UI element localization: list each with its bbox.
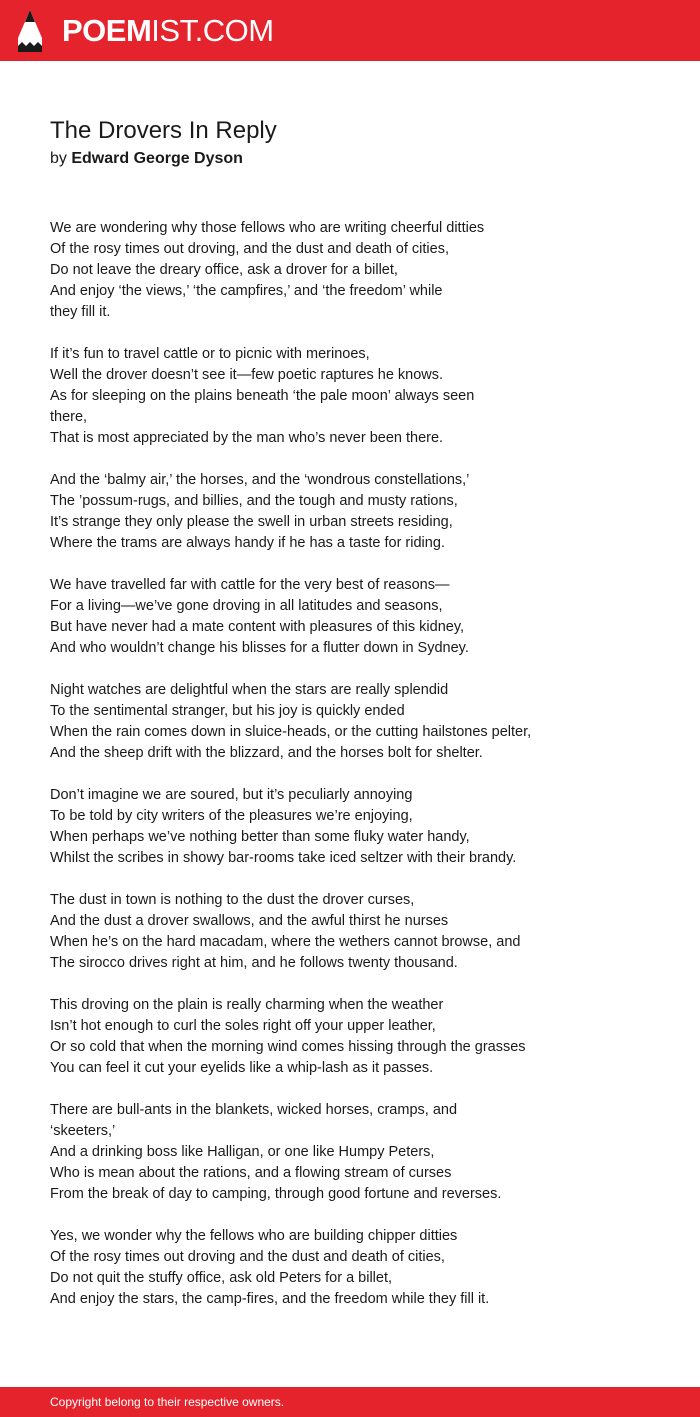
poem-line: Do not quit the stuffy office, ask old Peters for a billet, (50, 1270, 393, 1286)
poem-byline (50, 148, 243, 170)
poem-title: The Drovers In Reply (50, 117, 277, 144)
poem-line: There are bull-ants in the blankets, wicked horses, cramps, and (50, 1102, 458, 1118)
poem-line: And enjoy the stars, the camp-fires, and the freedom while they fill it. (50, 1291, 490, 1307)
poem-line: Yes, we wonder why the fellows who are building chipper ditties (50, 1228, 458, 1244)
poem-line: We have travelled far with cattle for the very best of reasons— (50, 577, 450, 593)
poem-line: It’s strange they only please the swell in urban streets residing, (50, 514, 453, 530)
pencil-tip-icon (18, 10, 42, 52)
poem-line: Isn’t hot enough to curl the soles right off your upper leather, (50, 1018, 436, 1034)
poem-line: To be told by city writers of the pleasures we’re enjoying, (50, 808, 413, 824)
poem-stanza (50, 1100, 650, 1205)
poem-stanza (50, 1226, 650, 1310)
poem-line: When he’s on the hard macadam, where the wethers cannot browse, and (50, 934, 521, 950)
poem-stanza (50, 890, 650, 974)
by-label: by (50, 150, 67, 167)
poem-line: As for sleeping on the plains beneath ‘the pale moon’ always seen (50, 388, 475, 404)
poem-line: But have never had a mate content with pleasures of this kidney, (50, 619, 465, 635)
poem-line: And the ‘balmy air,’ the horses, and the ‘wondrous constellations,’ (50, 472, 470, 488)
poem-line: Where the trams are always handy if he has a taste for riding. (50, 535, 445, 551)
poem-line: Of the rosy times out droving, and the dust and death of cities, (50, 241, 449, 257)
poem-line: And the dust a drover swallows, and the awful thirst he nurses (50, 913, 449, 929)
logo-text-bold: POEM (62, 13, 152, 48)
poem-line: And the sheep drift with the blizzard, and the horses bolt for shelter. (50, 745, 483, 761)
poem-line: The dust in town is nothing to the dust the drover curses, (50, 892, 415, 908)
poem-line: When the rain comes down in sluice-heads, or the cutting hailstones pelter, (50, 724, 532, 740)
poem-line: ‘skeeters,’ (50, 1123, 116, 1139)
poem-stanza (50, 575, 650, 659)
logo-text-light: IST.COM (151, 13, 274, 48)
poem-line: Night watches are delightful when the stars are really splendid (50, 682, 449, 698)
poem-line: Do not leave the dreary office, ask a drover for a billet, (50, 262, 398, 278)
poem-line: Don’t imagine we are soured, but it’s peculiarly annoying (50, 787, 413, 803)
copyright-text: Copyright belong to their respective owners. (50, 1395, 285, 1409)
poem-line: For a living—we’ve gone droving in all latitudes and seasons, (50, 598, 443, 614)
poem-stanza (50, 785, 650, 869)
poem-stanza (50, 344, 650, 449)
poem-line: And enjoy ‘the views,’ ‘the campfires,’ and ‘the freedom’ while (50, 283, 443, 299)
poem-line: If it’s fun to travel cattle or to picnic with merinoes, (50, 346, 370, 362)
poem-line: there, (50, 409, 88, 425)
poem-line: Of the rosy times out droving and the dust and death of cities, (50, 1249, 445, 1265)
poem-line: When perhaps we’ve nothing better than some fluky water handy, (50, 829, 470, 845)
poem-line: And a drinking boss like Halligan, or one like Humpy Peters, (50, 1144, 435, 1160)
poem-line: To the sentimental stranger, but his joy is quickly ended (50, 703, 405, 719)
poem-stanza (50, 470, 650, 554)
site-logo-link[interactable] (62, 13, 274, 49)
poem-line: Well the drover doesn’t see it—few poetic raptures he knows. (50, 367, 444, 383)
poem-body (50, 218, 650, 1331)
poem-line: That is most appreciated by the man who’s never been there. (50, 430, 444, 446)
poem-line: And who wouldn’t change his blisses for a flutter down in Sydney. (50, 640, 469, 656)
poem-line: The sirocco drives right at him, and he follows twenty thousand. (50, 955, 458, 971)
poem-stanza (50, 680, 650, 764)
poem-author: Edward George Dyson (71, 150, 243, 167)
poem-line: The ’possum-rugs, and billies, and the tough and musty rations, (50, 493, 458, 509)
site-footer (0, 1387, 700, 1417)
poem-line: You can feel it cut your eyelids like a whip-lash as it passes. (50, 1060, 434, 1076)
poem-line: This droving on the plain is really charming when the weather (50, 997, 444, 1013)
poem-line: From the break of day to camping, through good fortune and reverses. (50, 1186, 502, 1202)
poem-line: Whilst the scribes in showy bar-rooms take iced seltzer with their brandy. (50, 850, 517, 866)
poem-line: We are wondering why those fellows who are writing cheerful ditties (50, 220, 485, 236)
poem-line: Or so cold that when the morning wind comes hissing through the grasses (50, 1039, 526, 1055)
poem-stanza (50, 995, 650, 1079)
poem-line: Who is mean about the rations, and a flowing stream of curses (50, 1165, 452, 1181)
poem-line: they fill it. (50, 304, 111, 320)
site-header (0, 0, 700, 61)
poem-stanza (50, 218, 650, 323)
